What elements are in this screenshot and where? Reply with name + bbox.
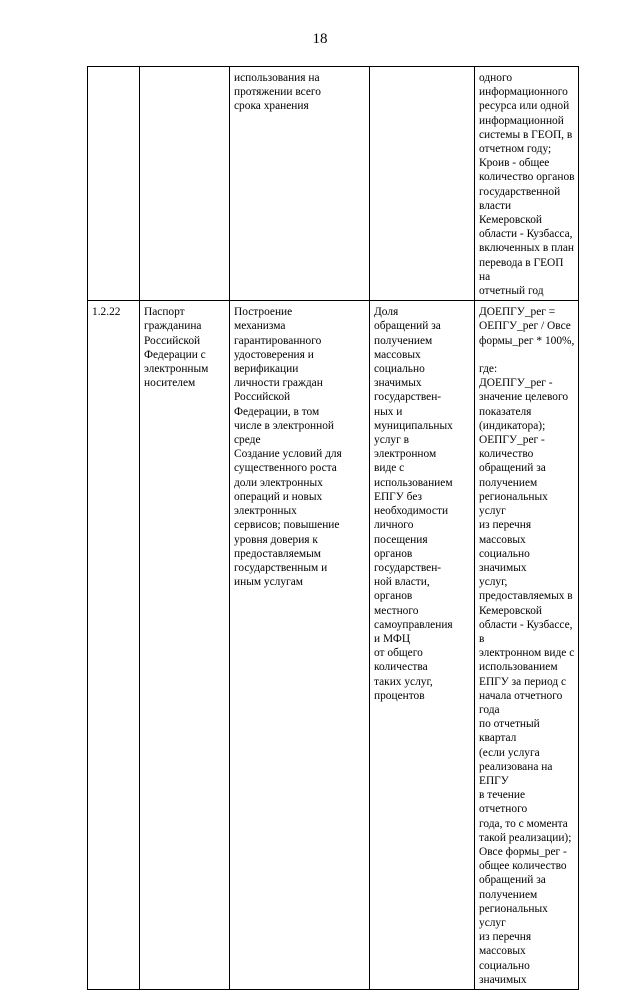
table-row bbox=[88, 301, 579, 990]
cell-number: 1.2.22 bbox=[88, 301, 140, 990]
cell-indicator bbox=[370, 67, 475, 301]
cell-indicator: Доля обращений за получением массовых социально значимых государствен- ных и муниципальных услуг в электронном виде с использованием ЕПГУ без необходимости личного посещения органов государствен- ной власти, органов местного самоуправления и МФЦ от общего количества таких услуг, процентов bbox=[370, 301, 475, 990]
cell-number bbox=[88, 67, 140, 301]
page-number: 18 bbox=[312, 31, 328, 47]
cell-project-name: Паспорт гражданина Российской Федерации с электронным носителем bbox=[140, 301, 230, 990]
cell-formula: одного информационного ресурса или одной информационной системы в ГЕОП, в отчетном году; Кроив - общее количество органов государственной власти Кемеровской области - Кузбасса, включенных в план перевода в ГЕОП на отчетный год bbox=[475, 67, 579, 301]
cell-formula: ДОЕПГУ_рег = ОЕПГУ_рег / Овсе формы_рег * 100%, где: ДОЕПГУ_рег - значение целевого показателя (индикатора); ОЕПГУ_рег - количество обращений за получением региональных услуг из перечня массовых социально значимых услуг, предоставляемых в Кемеровской области - Кузбассе, в электронном виде с использованием ЕПГУ за период с начала отчетного года по отчетный квартал (если услуга реализована на ЕПГУ в течение отчетного года, то с момента такой реализации); Овсе формы_рег - общее количество обращений за получением региональных услуг из перечня массовых социально значимых bbox=[475, 301, 579, 990]
cell-project-name bbox=[140, 67, 230, 301]
cell-goal: Построение механизма гарантированного удостоверения и верификации личности граждан Российской Федерации, в том числе в электронной среде Создание условий для существенного роста доли электронных операций и новых электронных сервисов; повышение уровня доверия к предоставляемым государственным и иным услугам bbox=[230, 301, 370, 990]
table-row bbox=[88, 67, 579, 301]
cell-goal: использования на протяжении всего срока хранения bbox=[230, 67, 370, 301]
indicators-table bbox=[87, 66, 579, 990]
